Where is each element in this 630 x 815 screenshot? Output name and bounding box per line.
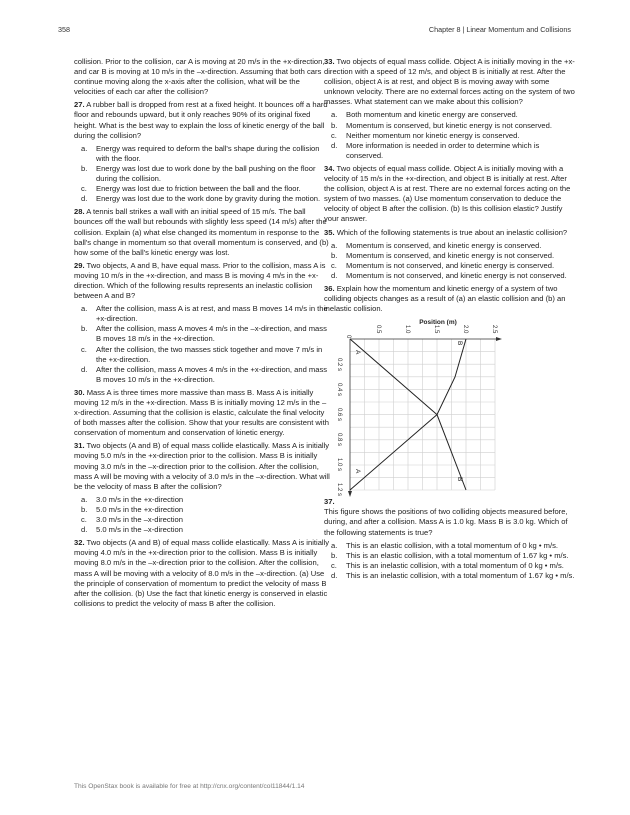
y-tick: 0.4 s	[336, 383, 342, 397]
label-a-top: A	[354, 350, 361, 355]
question-27: 27. A rubber ball is dropped from rest at a fixed height. It bounces off a hard floor and rebounds upward, but it only reaches 90% of its original fixed height. What is the best way to explain the loss of kinetic energy of the ball during the collision?	[74, 100, 328, 140]
y-tick: 0.6 s	[336, 408, 342, 422]
position-time-figure	[330, 317, 560, 497]
position-time-graph	[330, 317, 560, 497]
question-31: 31. Two objects (A and B) of equal mass collide elastically. Mass A is initially moving 5.0 m/s in the +x-direction prior to the collision. Mass B is initially moving 3.0 m/s in the –x-direction prior to the collision. After the collision, mass A will be moving with a velocity of 3.0 m/s in the –x-direction. What will be the velocity of mass B after the collision?	[74, 441, 330, 491]
question-37: 37. This figure shows the positions of two colliding objects measured before, during, and after a collision. Mass A is 1.0 kg. Mass B is 3.0 kg. Which of the following statements is true?	[324, 497, 568, 537]
x-tick: 2.5	[491, 325, 497, 334]
option: c. Neither momentum nor kinetic energy is conserved.	[331, 130, 520, 140]
option: c. Momentum is not conserved, and kinetic energy is conserved.	[331, 260, 555, 270]
question-29-options	[74, 304, 332, 385]
x-tick: 0	[345, 335, 351, 339]
option: a. This is an elastic collision, with a total momentum of 0 kg • m/s.	[331, 540, 558, 550]
label-b-bottom: B	[456, 477, 463, 482]
footer-attribution: This OpenStax book is available for free at http://cnx.org/content/col11844/1.14	[74, 783, 305, 790]
question-33: 33. Two objects of equal mass collide. Object A is initially moving in the +x-direction with a speed of 12 m/s, and object B is initially at rest. After the collision, object A is at rest, and object B is moving away with some unknown velocity. There are no external forces acting on the system of two masses. What statement can we make about this collision?	[324, 57, 575, 107]
label-a-bottom: A	[354, 469, 361, 474]
option: c. 3.0 m/s in the –x-direction	[81, 515, 183, 525]
x-tick: 1.5	[433, 325, 439, 334]
option: c. Energy was lost due to friction between the ball and the floor.	[81, 184, 301, 194]
question-36: 36. Explain how the momentum and kinetic energy of a system of two colliding objects changes as a result of (a) an elastic collision and (b) an inelastic collision.	[324, 283, 566, 314]
option: c. After the collision, the two masses stick together and move 7 m/s in the +x-direction.	[81, 344, 323, 364]
y-axis-arrow-icon	[348, 491, 352, 497]
option: b. Energy was lost due to work done by the ball pushing on the floor during the collision.	[81, 163, 316, 184]
option: d. Momentum is not conserved, and kinetic energy is not conserved.	[331, 270, 567, 280]
question-29: 29. Two objects, A and B, have equal mass. Prior to the collision, mass A is moving 10 m/s in the +x-direction, and mass B is moving 4 m/s in the +x-direction. Which of the following results represents an inelastic collision between A and B?	[74, 260, 326, 301]
y-tick: 1.2 s	[336, 483, 342, 497]
option: c. This is an inelastic collision, with a total momentum of 0 kg • m/s.	[331, 560, 564, 570]
left-column	[74, 57, 332, 612]
question-34: 34. Two objects of equal mass collide. Object A is initially moving with a velocity of 15 m/s in the +x-direction, and object B is initially at rest. After the collision, object A is at rest. There are no external forces acting on the system of two masses. (a) Use momentum conservation to deduce the velocity of object B after the collision. (b) Is this collision elastic? Justify your answer.	[324, 163, 571, 224]
option: d. After the collision, mass A moves 4 m/s in the +x-direction, and mass B moves 10 m/s in the +x-direction.	[81, 364, 328, 384]
option: a. After the collision, mass A is at rest, and mass B moves 14 m/s in the +x-direction.	[81, 304, 328, 324]
page-number: 358	[58, 25, 70, 34]
option: a. Energy was required to deform the ball's shape during the collision with the floor.	[81, 143, 320, 163]
option: d. More information is needed in order to determine which is conserved.	[331, 140, 540, 160]
question-33-options	[324, 110, 578, 160]
x-tick: 2.0	[462, 325, 468, 334]
figure-title: Position (m)	[419, 319, 457, 327]
y-tick: 0.2 s	[336, 358, 342, 372]
option: d. 5.0 m/s in the –x-direction	[81, 525, 183, 535]
option: d. This is an inelastic collision, with a total momentum of 1.67 kg • m/s.	[331, 570, 575, 580]
question-37-options	[324, 541, 578, 581]
option: d. Energy was lost due to the work done by gravity during the motion.	[81, 194, 321, 204]
option: a. 3.0 m/s in the +x-direction	[81, 494, 184, 504]
x-tick: 1.0	[404, 325, 410, 334]
y-tick: 1.0 s	[336, 458, 342, 472]
question-continuation: collision. Prior to the collision, car A is moving at 20 m/s in the +x-direction, and car B is moving at 10 m/s in the –x-direction. Assuming that both cars continue moving along the x-axis after the collision, what will be the velocities of each car after the collision?	[74, 57, 325, 97]
grid-lines	[350, 339, 495, 490]
option: b. Momentum is conserved, but kinetic energy is not conserved.	[331, 120, 552, 130]
question-31-options	[74, 495, 332, 535]
x-tick: 0.5	[375, 325, 381, 334]
x-axis-arrow-icon	[496, 337, 502, 341]
y-tick: 0.8 s	[336, 433, 342, 447]
label-b-top: B	[456, 341, 463, 346]
question-35: 35. Which of the following statements is true about an inelastic collision?	[324, 227, 568, 237]
question-27-options	[74, 144, 332, 205]
question-35-options	[324, 241, 578, 281]
option: b. Momentum is conserved, and kinetic energy is not conserved.	[331, 250, 555, 260]
chapter-title: Chapter 8 | Linear Momentum and Collisions	[428, 25, 571, 34]
question-30: 30. Mass A is three times more massive than mass B. Mass A is initially moving 12 m/s in the +x-direction. Mass B is initially moving 12 m/s in the –x-direction. Assuming that the collision is elastic, calculate the final velocity of both masses after the collision. Show that your results are consistent with conservation of momentum and conservation of kinetic energy.	[74, 387, 329, 438]
option: b. This is an elastic collision, with a total momentum of 1.67 kg • m/s.	[331, 550, 569, 560]
option: b. After the collision, mass A moves 4 m/s in the –x-direction, and mass B moves 18 m/s in the +x-direction.	[81, 324, 327, 344]
option: a. Both momentum and kinetic energy are conserved.	[331, 110, 518, 120]
option: b. 5.0 m/s in the +x-direction	[81, 504, 184, 514]
question-28: 28. A tennis ball strikes a wall with an initial speed of 15 m/s. The ball bounces off the wall but rebounds with slightly less speed (14 m/s) after the collision. Explain (a) what else changed its momentum in response to the ball's change in momentum so that overall momentum is conserved, and (b) how some of the ball's kinetic energy was lost.	[74, 207, 329, 257]
right-column	[324, 57, 578, 584]
question-32: 32. Two objects (A and B) of equal mass collide elastically. Mass A is initially moving 4.0 m/s in the +x-direction prior to the collision. Mass B is initially moving 8.0 m/s in the –x-direction prior to the collision. After the collision, mass A will be moving with a velocity of 8.0 m/s in the –x-direction. (a) Use the principle of conservation of momentum to predict the velocity of mass B after the collision. (b) Use the fact that kinetic energy is conserved in elastic collisions to predict the velocity of mass B after the collision.	[74, 538, 330, 608]
option: a. Momentum is conserved, and kinetic energy is conserved.	[331, 240, 542, 250]
